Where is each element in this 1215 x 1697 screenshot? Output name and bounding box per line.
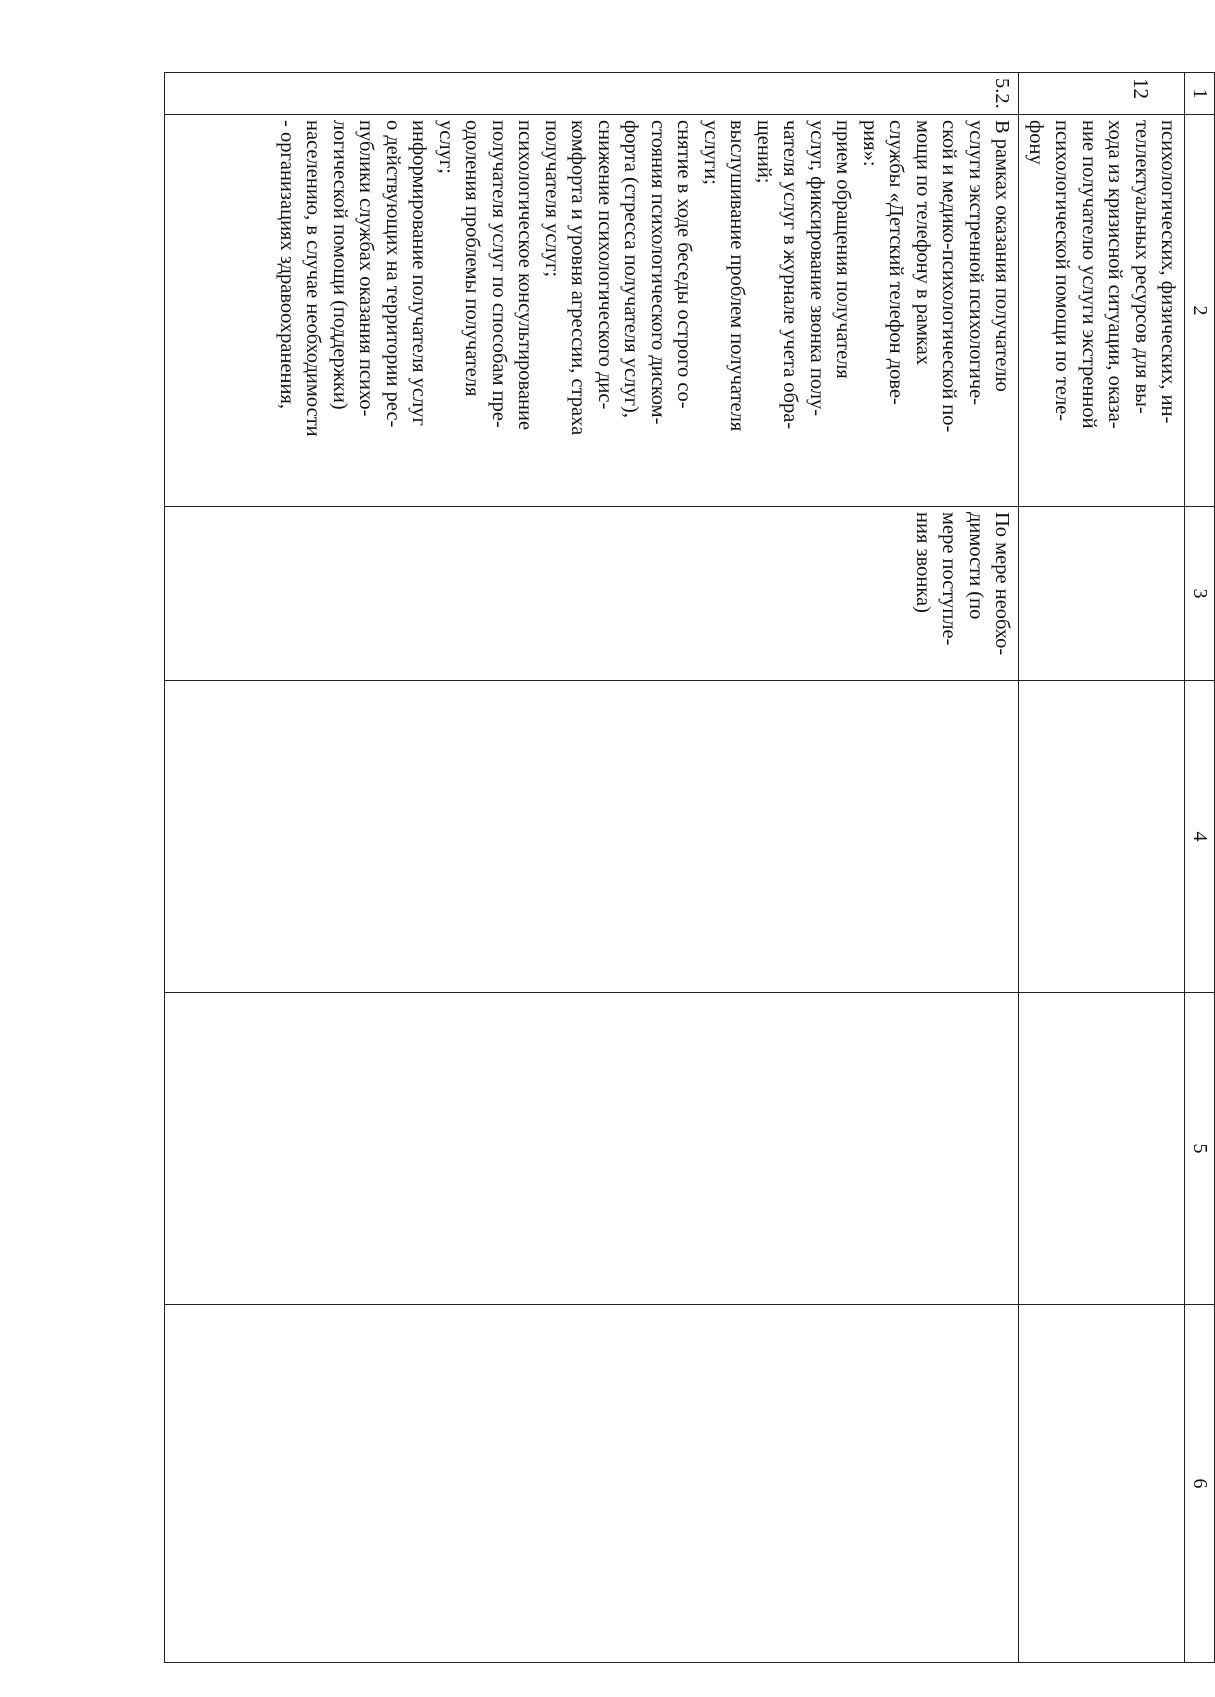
column-number-4: 4 [1185,681,1215,993]
timing-cell: По мере необхо- димости (по мере поступле- ния звонка) [165,507,1019,681]
services-table [165,72,1215,1663]
row-number-cell [1019,73,1185,115]
column-number-3: 3 [1185,507,1215,681]
empty-cell [1019,993,1185,1305]
empty-cell [165,993,1019,1305]
column-number-5: 5 [1185,993,1215,1305]
table-header-row [1185,73,1215,1663]
page-number: 12 [1129,78,1153,99]
table-row [165,73,1019,1663]
empty-cell [165,681,1019,993]
empty-cell [165,1305,1019,1663]
rotated-table-container [100,72,1215,1662]
empty-cell [1019,681,1185,993]
column-number-1: 1 [1185,73,1215,115]
empty-cell [1019,1305,1185,1663]
row-number-cell: 5.2. [165,73,1019,115]
table-row [1019,73,1185,1663]
column-number-6: 6 [1185,1305,1215,1663]
column-number-2: 2 [1185,115,1215,507]
service-description-cell: психологических, физических, ин- теллектуальных ресурсов для вы- хода из кризисной ситуации, оказа- ние получателю услуги экстренной психологической помощи по теле- фону [1019,115,1185,507]
service-description-cell: В рамках оказания получателю услуги экстренной психологиче- ской и медико-психологической по- мощи по телефону в рамках службы «Детский телефон дове- рия»: прием обращения получателя услуг, фиксирование звонка полу- чателя услуг в журнале учета обра- щений; выслушивание проблем получателя услуги; снятие в ходе беседы острого со- стояния психологического диском- форта (стресса получателя услуг), снижение психологического дис- комфорта и уровня агрессии, страха получателя услуг; психологическое консультирование получателя услуг по способам пре- одоления проблемы получателя услуг; информирование получателя услуг о действующих на территории рес- публики службах оказания психо- логической помощи (поддержки) населению, в случае необходимости - организациях здравоохранения, [165,115,1019,507]
timing-cell [1019,507,1185,681]
